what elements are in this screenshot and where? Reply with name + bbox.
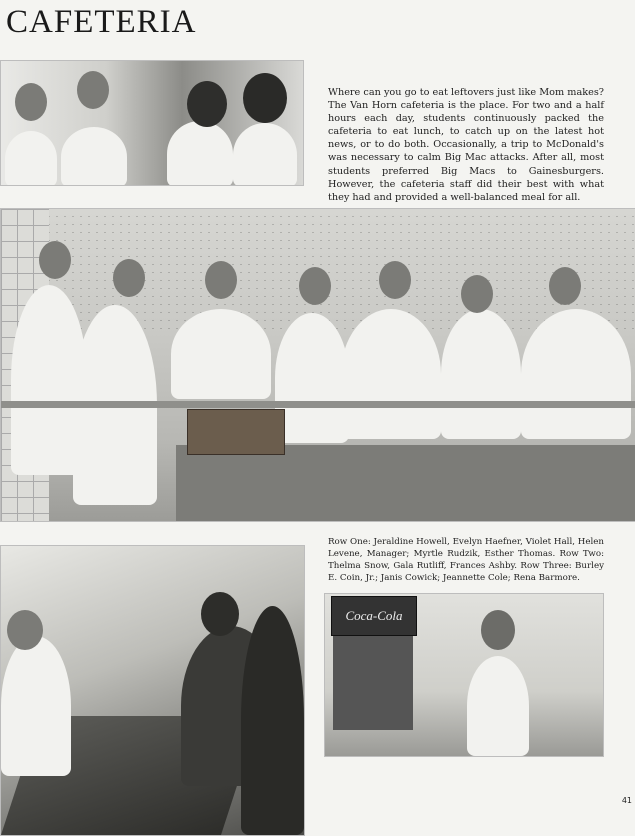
page-title: CAFETERIA — [6, 4, 197, 40]
cashier-at-register-photo — [324, 593, 604, 757]
page-number: 41 — [621, 796, 632, 805]
serving-line-photo — [0, 545, 305, 836]
students-at-lunch-photo — [0, 60, 304, 186]
cafeteria-staff-group-photo — [0, 208, 635, 522]
intro-paragraph: Where can you go to eat leftovers just like Mom makes? The Van Horn cafeteria is the place. For two and a half hours each day, students continuously packed the cafeteria to eat lunch, to catch up on the latest hot news, or to do both. Occasionally, a trip to McDonald's was necessary to calm Big Mac attacks. After all, most students preferred Big Macs to Gainesburgers. However, the cafeteria staff did their best with what they had and provided a well-balanced meal for all. — [328, 87, 604, 203]
coca-cola-sign: Coca-Cola — [331, 596, 417, 636]
staff-photo-caption: Row One: Jeraldine Howell, Evelyn Haefner, Violet Hall, Helen Levene, Manager; Myrtle Rudzik, Esther Thomas. Row Two: Thelma Snow, Gala Rutliff, Frances Ashby. Row Three: Burley E. Coin, Jr.; Janis Cowick; Jeannette Cole; Rena Barmore. — [328, 537, 604, 584]
